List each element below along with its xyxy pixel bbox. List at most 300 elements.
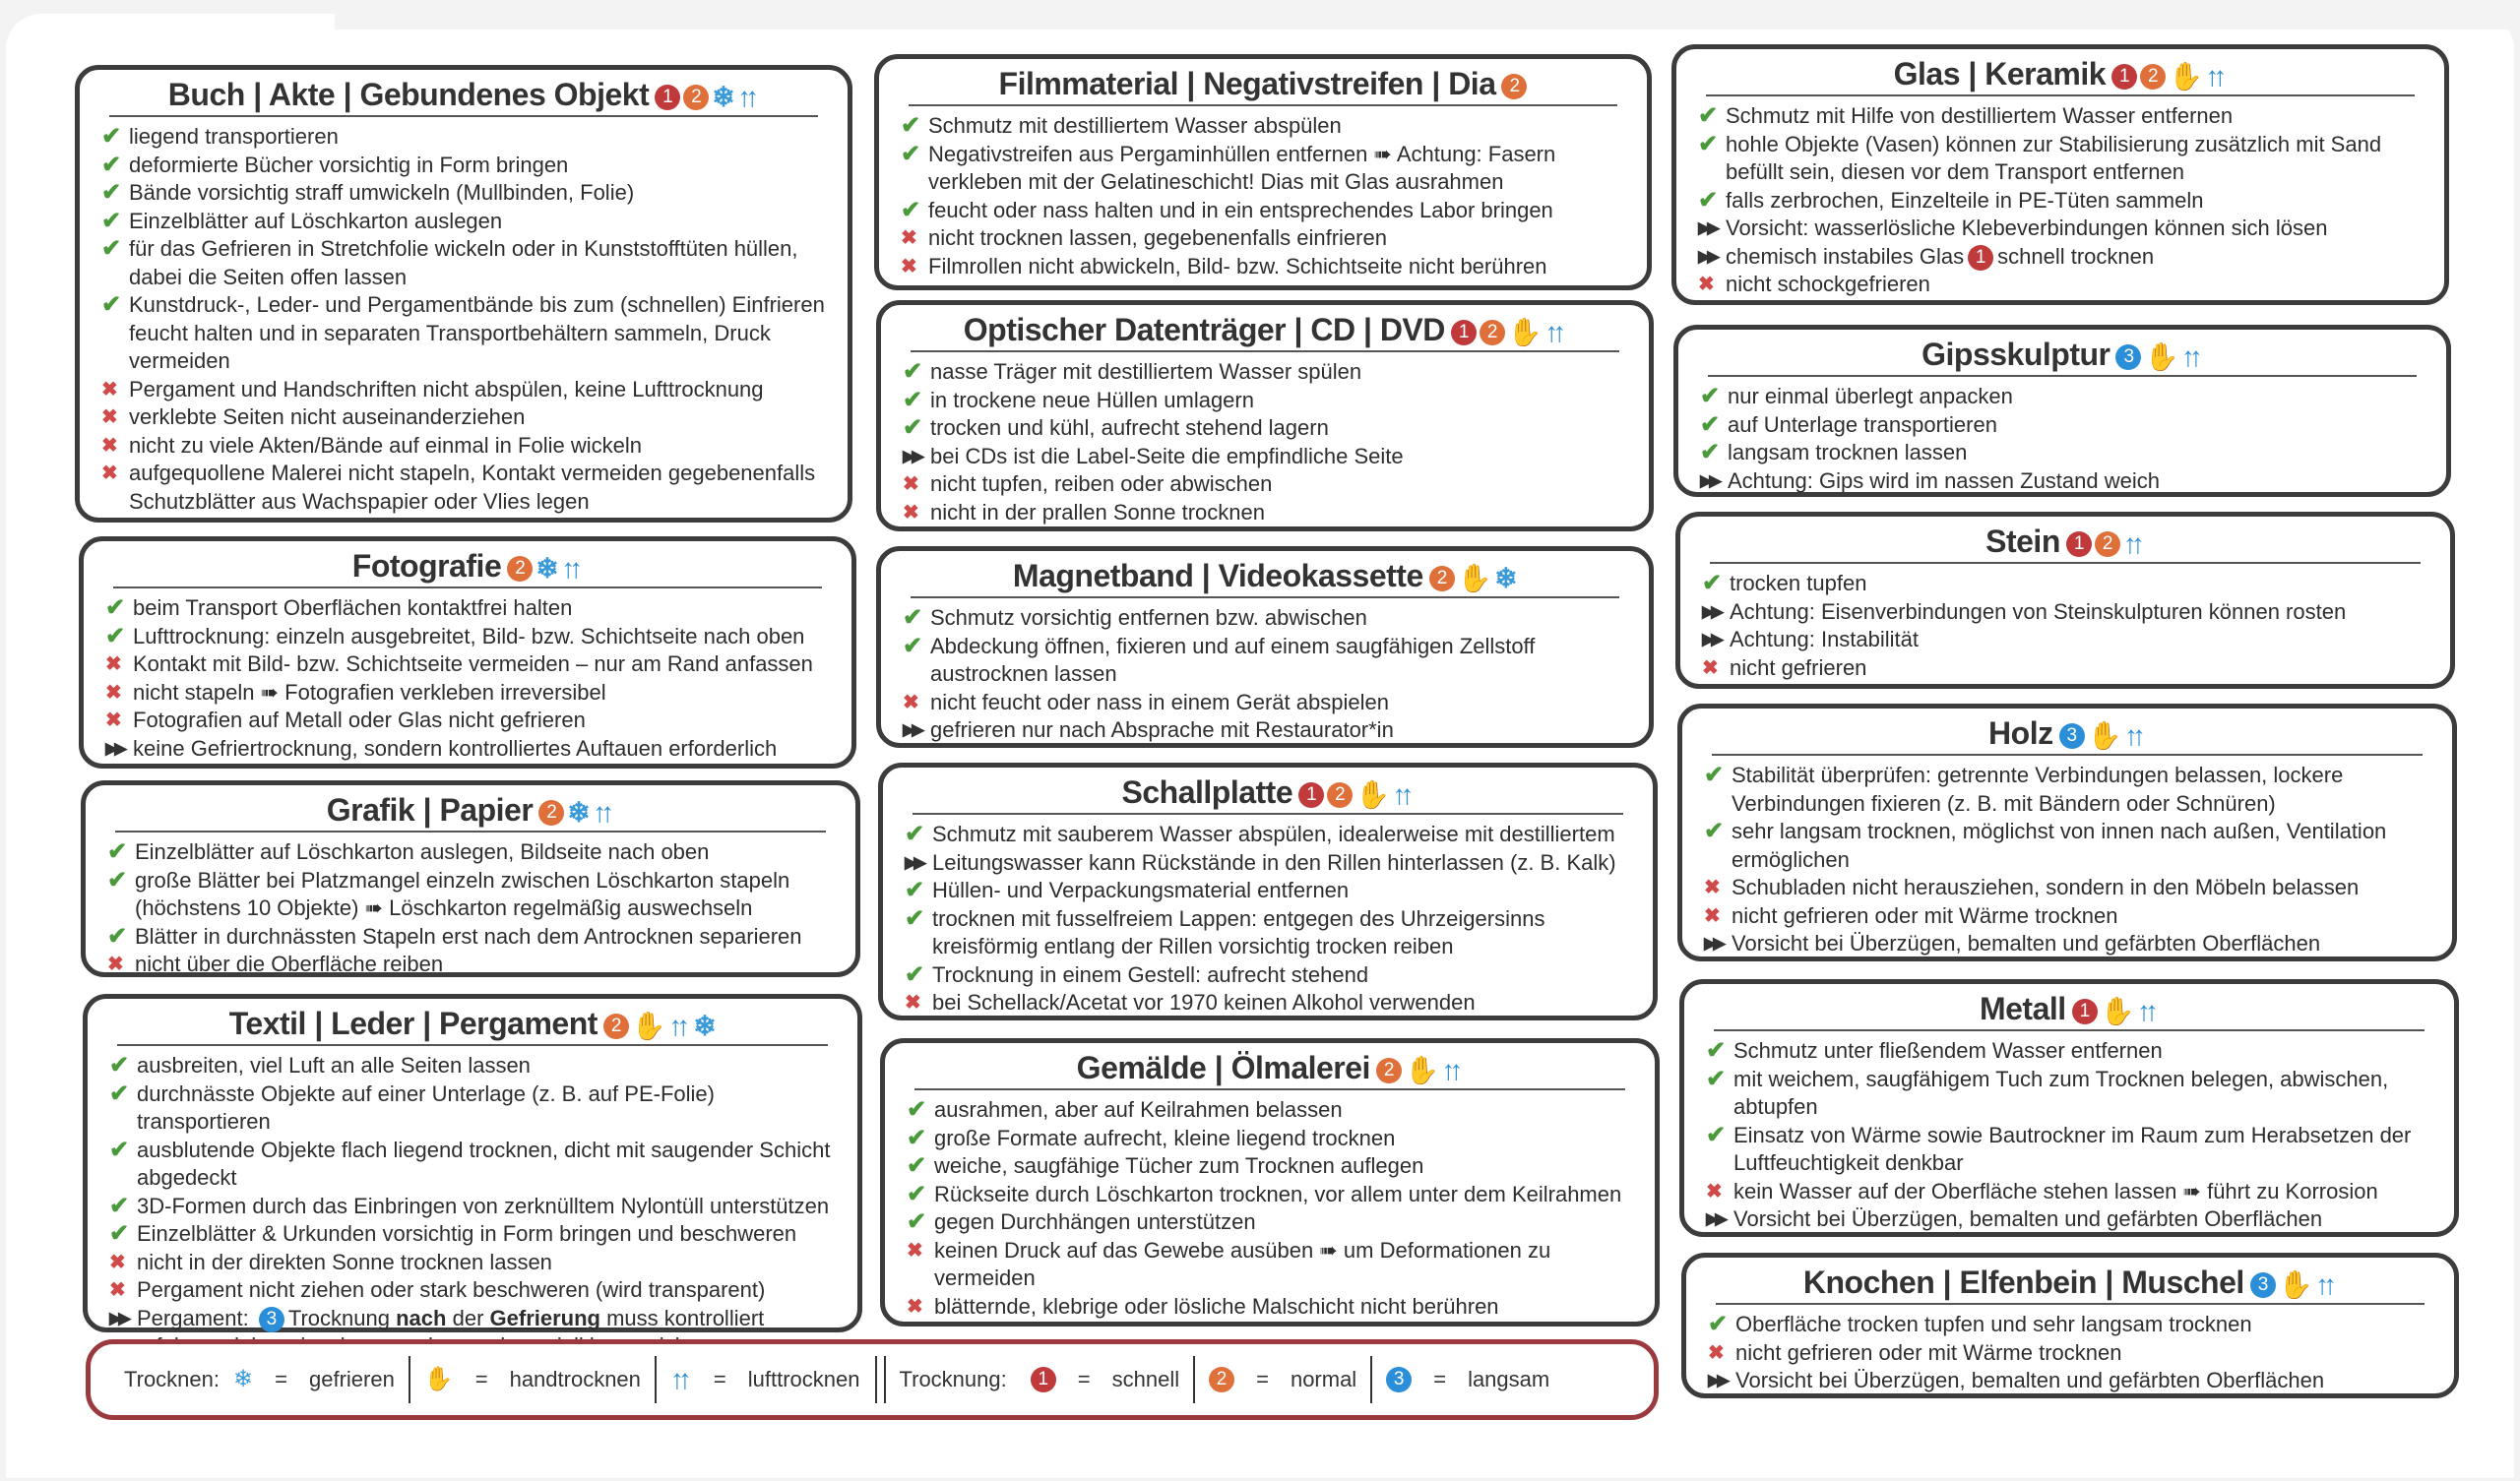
air-dry-arrows-icon: ↑↑ [2205,60,2222,92]
item-list [903,358,1627,526]
list-item [907,1125,1633,1153]
list-item [109,1193,836,1221]
snowflake-icon: ❄ [233,1366,254,1392]
item-list [1706,1037,2432,1234]
item-text: nicht feucht oder nass in einem Gerät abspielen [930,689,1389,714]
card-title-text: Fotografie [351,548,502,584]
cross-icon: ✖ [1704,877,1721,898]
hand-icon: ✋ [631,1010,666,1041]
card-title-text: Filmmaterial | Negativstreifen | Dia [998,66,1496,101]
speed-3-icon: 3 [2250,1272,2276,1298]
special-text: der [452,1305,484,1330]
check-icon: ✔ [109,1220,130,1247]
legend-speed-label: Trocknung: [899,1367,1007,1391]
card-title [909,65,1617,106]
drying-icons [655,81,759,112]
item-text: nicht in der direkten Sonne trocknen lassen [137,1249,552,1274]
card-textil-leder [83,994,862,1332]
card-title-text: Schallplatte [1121,774,1293,810]
card-title-text: Optischer Datenträger | CD | DVD [963,312,1445,347]
item-text: nicht gefrieren [1730,654,1867,680]
cross-icon: ✖ [901,227,917,249]
item-text: auf Unterlage transportieren [1728,411,1997,437]
item-text: liegend transportieren [129,124,339,149]
card-grafik-papier [81,780,860,977]
note-arrow-icon: ▶▶ [1702,630,1721,648]
check-icon: ✔ [1704,762,1725,788]
list-item [101,291,826,376]
check-icon: ✔ [107,922,128,950]
card-title-text: Stein [1985,524,2060,559]
air-dry-arrows-icon: ↑↑ [2315,1268,2332,1300]
cross-icon: ✖ [907,1295,923,1318]
card-gemaelde [880,1038,1660,1327]
item-text: Schmutz unter fließendem Wasser entfernen [1733,1038,2163,1063]
cross-icon: ✖ [905,992,921,1014]
list-item [1704,818,2430,874]
item-text: Schubladen nicht herausziehen, sondern in den Möbeln belassen [1732,875,2360,899]
cross-icon: ✖ [901,255,917,278]
legend-equals: = [1256,1367,1269,1391]
item-text: weiche, saugfähige Tücher zum Trocknen auflegen [934,1153,1424,1178]
check-icon: ✔ [905,960,925,988]
note-arrow-icon: ▶▶ [1704,934,1723,953]
list-item [907,1237,1633,1293]
card-title-text: Glas | Keramik [1893,56,2107,92]
list-item [101,432,826,461]
list-item [903,604,1627,633]
legend-speed-3 [1370,1356,1563,1403]
card-knochen-elfenbein [1681,1253,2459,1398]
check-icon: ✔ [907,1180,927,1207]
check-icon: ✔ [1698,186,1719,214]
hand-icon: ✋ [2087,719,2121,751]
item-text: Vorsicht bei Überzügen, bemalten und gefärbten Oberflächen [1733,1206,2323,1231]
check-icon: ✔ [109,1136,130,1163]
list-item [907,1096,1633,1125]
hand-icon: ✋ [2144,340,2178,372]
drying-icons [2066,527,2145,559]
item-text: hohle Objekte (Vasen) können zur Stabilisierung zusätzlich mit Sand befüllt sein, diesen vor dem Transport entfernen [1726,131,2382,184]
card-title [1714,990,2425,1031]
speed-2-icon: 2 [1376,1058,1402,1083]
speed-2-icon: 2 [2140,64,2166,90]
cross-icon: ✖ [903,501,919,524]
list-item [1702,570,2428,598]
list-item [105,623,830,651]
list-item [901,224,1625,253]
list-item [101,152,826,180]
list-item [109,1052,836,1080]
item-text: 3D-Formen durch das Einbringen von zerknülltem Nylontüll unterstützen [137,1193,830,1218]
check-icon: ✔ [905,904,925,932]
check-icon: ✔ [1698,102,1719,129]
cross-icon: ✖ [101,378,118,401]
cross-icon: ✖ [1698,274,1715,295]
item-text: nicht gefrieren oder mit Wärme trocknen [1732,902,2118,928]
item-text: nur einmal überlegt anpacken [1728,384,2013,408]
note-arrow-icon: ▶▶ [1706,1209,1725,1228]
hand-icon: ✋ [2169,60,2203,92]
list-item [1700,383,2425,411]
item-text: Vorsicht bei Überzügen, bemalten und gefärbten Oberflächen [1735,1368,2325,1392]
speed-1-icon: 1 [1031,1367,1056,1392]
item-text: gefrieren nur nach Absprache mit Restaurator*in [930,717,1394,742]
check-icon: ✔ [905,821,925,847]
item-text: ausbreiten, viel Luft an alle Seiten lassen [137,1053,531,1078]
sheet-tab-cutout [335,0,2520,30]
list-item [905,905,1631,961]
item-text: Filmrollen nicht abwickeln, Bild- bzw. Schichtseite nicht berühren [928,253,1547,278]
check-icon: ✔ [901,112,921,139]
drying-icons [2115,340,2202,372]
drying-icons [538,796,614,828]
note-arrow-icon: ▶▶ [1702,601,1721,621]
card-title-text: Gemälde | Ölmalerei [1076,1050,1370,1085]
list-item [903,387,1627,415]
item-text: Trocknung in einem Gestell: aufrecht stehend [932,961,1369,987]
item-text: keine Gefriertrocknung, sondern kontrolliertes Auftauen erforderlich [133,735,778,761]
drying-icons [1429,562,1518,593]
card-schallplatte [878,763,1658,1020]
list-item [905,961,1631,990]
item-text: für das Gefrieren in Stretchfolie wickeln oder in Kunststofftüten hüllen, dabei die Seiten offen lassen [129,236,798,289]
item-text: Stabilität überprüfen: getrennte Verbindungen belassen, lockere Verbindungen fixieren (z. B. mit Bändern oder Schnüren) [1732,763,2344,816]
item-text [1726,243,2154,272]
list-item [109,1080,836,1137]
card-holz [1677,704,2457,961]
list-item [105,707,830,735]
list-item [1708,1367,2432,1395]
note-arrow-icon: ▶▶ [903,446,921,465]
list-item [107,923,834,952]
list-item [903,358,1627,387]
list-item [1698,187,2423,216]
item-text: Pergament nicht ziehen oder stark beschweren (wird transparent) [137,1277,766,1302]
card-glas-keramik [1671,44,2449,305]
list-item [1700,411,2425,440]
special-text: Trocknung [287,1305,390,1330]
item-text: nicht tupfen, reiben oder abwischen [930,471,1273,496]
item-text: nicht trocknen lassen, gegebenenfalls einfrieren [928,225,1387,250]
speed-1-icon: 1 [1451,320,1477,345]
item-text: Blätter in durchnässten Stapeln erst nach dem Antrocknen separieren [135,923,802,949]
item-text: kein Wasser auf der Oberfläche stehen lassen ➠ führt zu Korrosion [1733,1178,2378,1203]
list-item [109,1249,836,1277]
card-filmmaterial [874,54,1652,290]
item-list [109,1052,836,1361]
list-item [1702,654,2428,683]
drying-icons [507,552,583,584]
speed-3-icon: 3 [2059,723,2085,749]
speed-2-icon: 2 [507,556,533,582]
note-arrow-icon: ▶▶ [903,720,921,739]
card-title-text: Magnetband | Videokassette [1012,558,1423,593]
speed-2-icon: 2 [2095,531,2120,557]
item-list [105,594,830,763]
speed-2-icon: 2 [603,1014,629,1039]
special-bold: nach [396,1305,447,1330]
check-icon: ✔ [903,414,923,441]
list-item [101,403,826,432]
item-text: verklebte Seiten nicht auseinanderziehen [129,404,526,429]
legend-freeze [110,1356,409,1403]
legend-air [655,1356,874,1403]
item-text: Abdeckung öffnen, fixieren und auf einem saugfähigen Zellstoff austrocknen lassen [930,633,1536,686]
legend-air-label: lufttrocknen [747,1367,860,1391]
list-item [101,235,826,291]
legend-equals: = [275,1367,287,1391]
card-fotografie [79,536,856,769]
check-icon: ✔ [101,291,122,318]
legend-drying-label: Trocknen: [124,1367,220,1391]
cross-icon: ✖ [109,1251,126,1273]
cross-icon: ✖ [101,463,118,484]
speed-2-icon: 2 [538,800,564,826]
card-title [109,76,818,117]
item-text: Fotografien auf Metall oder Glas nicht gefrieren [133,708,586,732]
check-icon: ✔ [1700,383,1721,409]
special-text: chemisch instabiles Glas [1726,243,1965,269]
list-item [1704,762,2430,818]
hand-icon: ✋ [423,1366,454,1392]
item-list [1698,102,2423,299]
item-text: bei CDs ist die Label-Seite die empfindliche Seite [930,443,1404,468]
item-text: Einzelblätter & Urkunden vorsichtig in Form bringen und beschweren [137,1221,797,1246]
speed-1-icon: 1 [2072,999,2098,1024]
item-list [1708,1311,2432,1395]
list-item [1706,1205,2432,1234]
speed-1-icon: 1 [1968,245,1993,271]
check-icon: ✔ [109,1080,130,1107]
item-text: sehr langsam trocknen, möglichst von innen nach außen, Ventilation ermöglichen [1732,819,2387,872]
list-item [1706,1037,2432,1066]
legend-equals: = [713,1367,726,1391]
list-item [905,877,1631,905]
item-text: Rückseite durch Löschkarton trocknen, vor allem unter dem Keilrahmen [934,1181,1622,1206]
note-arrow-icon: ▶▶ [1708,1371,1727,1389]
item-text: gegen Durchhängen unterstützen [934,1209,1256,1234]
check-icon: ✔ [905,877,925,903]
list-item [901,197,1625,225]
item-text: Schmutz mit sauberem Wasser abspülen, idealerweise mit destilliertem [932,822,1615,846]
cross-icon: ✖ [101,434,118,457]
cross-icon: ✖ [105,710,122,731]
item-text: Leitungswasser kann Rückstände in den Rillen hinterlassen (z. B. Kalk) [932,849,1616,875]
item-text: nasse Träger mit destilliertem Wasser spülen [930,359,1362,384]
item-text: Bände vorsichtig straff umwickeln (Mullbinden, Folie) [129,180,635,205]
snowflake-icon: ❄ [536,552,559,584]
special-text: schnell trocknen [1997,243,2155,269]
cross-icon: ✖ [1702,656,1719,679]
list-item [1698,271,2423,299]
legend-speed3-label: langsam [1468,1367,1550,1391]
check-icon: ✔ [107,838,128,865]
speed-2-icon: 2 [1327,782,1353,808]
check-icon: ✔ [101,179,122,206]
card-title [117,1005,828,1046]
list-item [101,460,826,516]
list-item [907,1152,1633,1181]
item-text: Oberfläche trocken tupfen und sehr langsam trocknen [1735,1312,2252,1336]
list-item [905,989,1631,1018]
card-title [1706,55,2415,96]
air-dry-arrows-icon: ↑↑ [1544,316,1561,347]
list-item [1708,1311,2432,1339]
list-item [109,1220,836,1249]
speed-1-icon: 1 [655,85,680,110]
item-text: große Blätter bei Platzmangel einzeln zwischen Löschkarton stapeln (höchstens 10 Objekte) ➠ Löschkarton regelmäßig auswechseln [135,867,790,920]
cross-icon: ✖ [903,473,919,495]
card-title-text: Textil | Leder | Pergament [228,1006,598,1041]
list-item [903,443,1627,471]
item-text: Negativstreifen aus Pergaminhüllen entfernen ➠ Achtung: Fasern verkleben mit der Gelatineschicht! Dias mit Glas ausrahmen [928,141,1556,194]
legend-speed1-label: schnell [1111,1367,1180,1391]
drying-icons [1376,1054,1463,1085]
list-item [903,499,1627,527]
item-list [907,1096,1633,1321]
cross-icon: ✖ [903,691,919,713]
item-text: Einsatz von Wärme sowie Bautrockner im Raum zum Herabsetzen der Luftfeuchtigkeit denkbar [1733,1122,2412,1175]
list-item [105,679,830,708]
card-title [1716,1264,2425,1305]
note-arrow-icon: ▶▶ [109,1308,128,1327]
note-arrow-icon: ▶▶ [1698,218,1717,237]
item-text: mit weichem, saugfähigem Tuch zum Trocknen belegen, abwischen, abtupfen [1733,1066,2389,1119]
card-magnetband [876,546,1654,748]
cross-icon: ✖ [105,681,122,704]
check-icon: ✔ [101,207,122,234]
card-optischer-datentraeger [876,300,1654,531]
card-title [914,1049,1625,1090]
list-item [907,1293,1633,1322]
card-title-text: Holz [1988,715,2053,751]
list-item [1702,626,2428,654]
list-item [107,867,834,923]
note-arrow-icon: ▶▶ [1700,470,1719,490]
card-buch-akte [75,65,852,523]
item-text: nicht schockgefrieren [1726,272,1930,296]
list-item [901,112,1625,141]
item-text: große Formate aufrecht, kleine liegend trocknen [934,1125,1396,1150]
item-text: Kontakt mit Bild- bzw. Schichtseite vermeiden – nur am Rand anfassen [133,651,813,676]
item-text: in trockene neue Hüllen umlagern [930,387,1254,412]
speed-1-icon: 1 [2066,531,2092,557]
list-item [905,821,1631,849]
list-item [107,951,834,979]
cross-icon: ✖ [109,1279,126,1301]
drying-icons [603,1010,717,1041]
legend-freeze-label: gefrieren [308,1367,395,1391]
item-list [903,604,1627,745]
list-item [1704,902,2430,931]
hand-icon: ✋ [2278,1268,2313,1300]
list-item [1698,102,2423,131]
drying-icons [2059,719,2146,751]
note-arrow-icon: ▶▶ [105,738,124,758]
legend-equals: = [1433,1367,1447,1391]
drying-icons [1298,778,1414,810]
item-text: nicht in der prallen Sonne trocknen [930,499,1265,525]
check-icon: ✔ [101,151,122,178]
list-item [901,253,1625,281]
check-icon: ✔ [1700,439,1721,465]
legend-equals: = [474,1367,488,1391]
air-dry-arrows-icon: ↑↑ [737,81,754,112]
list-item [101,179,826,208]
item-text: trocken und kühl, aufrecht stehend lagern [930,415,1329,440]
snowflake-icon: ❄ [567,796,591,828]
card-title [1708,336,2417,377]
list-item [109,1276,836,1305]
card-title [1710,523,2421,564]
item-text: Achtung: Instabilität [1730,627,1920,651]
card-title-text: Knochen | Elfenbein | Muschel [1802,1265,2244,1300]
list-item [101,123,826,152]
item-text: nicht stapeln ➠ Fotografien verkleben irreversibel [133,679,606,705]
list-item [903,414,1627,443]
hand-icon: ✋ [1457,562,1492,593]
item-text: nicht über die Oberfläche reiben [135,952,444,976]
item-text: Einzelblätter auf Löschkarton auslegen [129,208,503,233]
item-text: feucht oder nass halten und in ein entsprechendes Labor bringen [928,197,1553,222]
hand-icon: ✋ [1507,316,1543,347]
hand-icon: ✋ [1404,1054,1439,1085]
air-dry-arrows-icon: ↑↑ [2123,719,2140,751]
card-title [911,557,1619,598]
note-arrow-icon: ▶▶ [905,852,923,872]
air-dry-arrows-icon: ↑↑ [2122,527,2139,559]
check-icon: ✔ [903,632,923,659]
item-text: trocken tupfen [1730,571,1867,595]
list-item [101,208,826,236]
card-title-text: Grafik | Papier [326,792,534,828]
list-item [105,594,830,623]
card-title [911,311,1619,352]
card-title [1712,714,2423,756]
card-gipsskulptur [1673,325,2451,497]
item-text: ausrahmen, aber auf Keilrahmen belassen [934,1097,1343,1122]
snowflake-icon: ❄ [712,81,735,112]
item-text: Einzelblätter auf Löschkarton auslegen, Bildseite nach oben [135,839,710,864]
check-icon: ✔ [1700,410,1721,438]
check-icon: ✔ [1706,1065,1727,1092]
cross-icon: ✖ [101,406,118,428]
item-text: Schmutz mit Hilfe von destilliertem Wasser entfernen [1726,103,2234,128]
item-text: bei Schellack/Acetat vor 1970 keinen Alkohol verwenden [932,990,1476,1015]
speed-3-icon: 3 [1386,1367,1412,1392]
special-underline: Gefrierung [489,1305,600,1330]
check-icon: ✔ [907,1124,927,1151]
air-dry-arrows-icon: ↑↑ [668,1010,685,1041]
card-title-text: Gipsskulptur [1922,337,2110,372]
item-list [1704,762,2430,958]
item-text: trocknen mit fusselfreiem Lappen: entgegen des Uhrzeigersinns kreisförmig entlang der Rillen vorsichtig trocken reiben [932,905,1545,958]
list-item [1704,874,2430,902]
check-icon: ✔ [107,866,128,894]
list-item [1706,1066,2432,1122]
item-text: Pergament und Handschriften nicht abspülen, keine Lufttrocknung [129,376,764,401]
card-metall [1679,979,2459,1237]
item-list [1702,570,2428,682]
item-list [107,838,834,979]
list-item [105,650,830,679]
snowflake-icon: ❄ [1494,562,1518,593]
item-list [1700,383,2425,495]
list-item [1706,1178,2432,1206]
item-text: nicht gefrieren oder mit Wärme trocknen [1735,1339,2122,1365]
note-arrow-icon: ▶▶ [1698,246,1717,266]
